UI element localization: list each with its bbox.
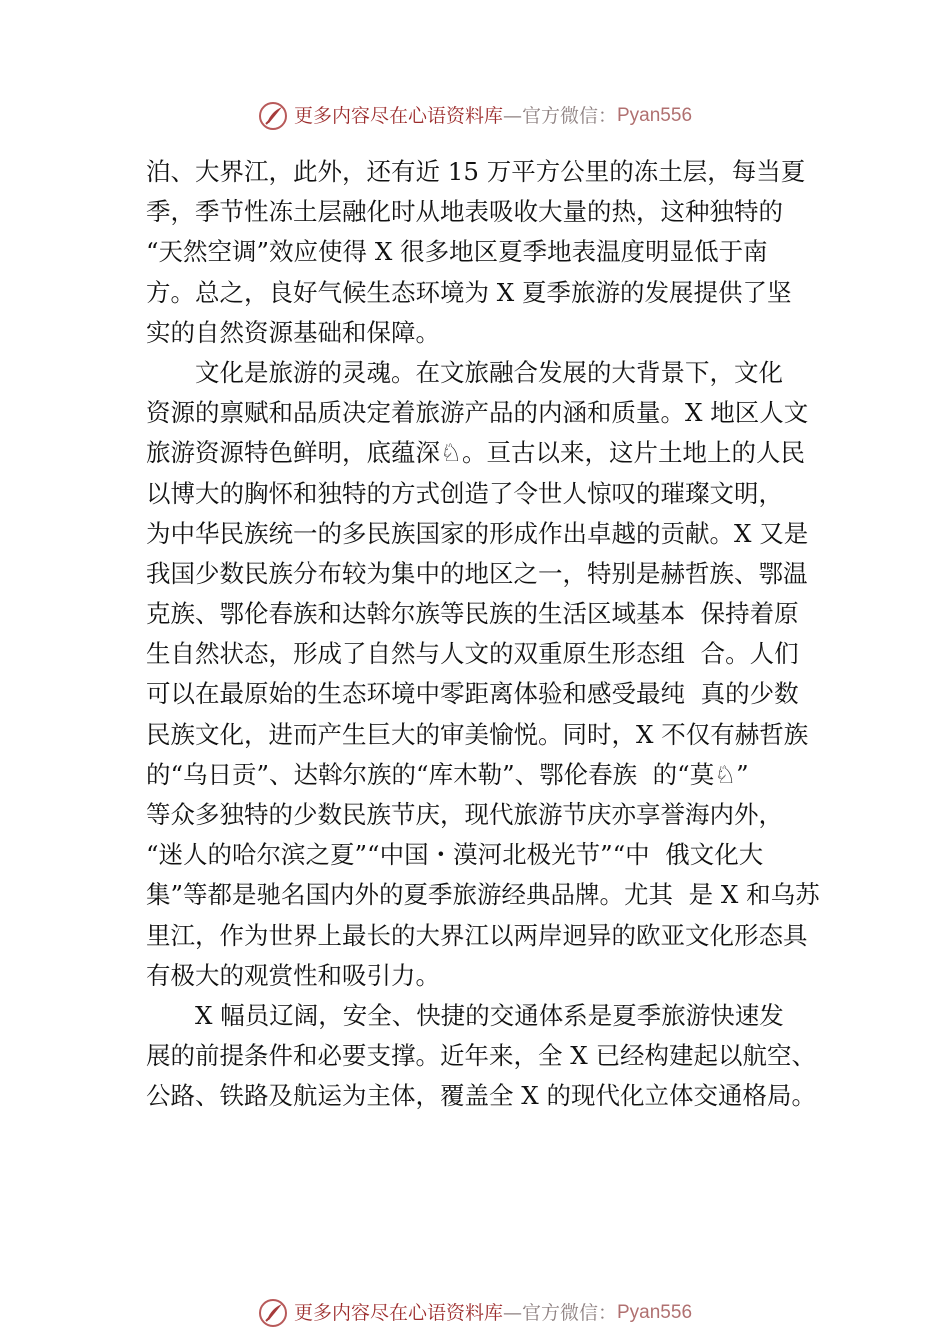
text-line: “迷人的哈尔滨之夏”“中国・漠河北极光节”“中 俄文化大 xyxy=(146,840,764,870)
text-line: 我国少数民族分布较为集中的地区之一，特别是赫哲族、鄂温 xyxy=(146,558,808,588)
text-line: 方。总之，良好气候生态环境为 X 夏季旅游的发展提供了坚 xyxy=(146,277,792,307)
footer-wechat-label: 官方微信： xyxy=(521,1302,617,1324)
text-line: 生自然状态，形成了自然与人文的双重原生形态组 合。人们 xyxy=(146,639,799,669)
text-line: 民族文化，进而产生巨大的审美愉悦。同时，X 不仅有赫哲族 xyxy=(146,719,809,749)
header-brand-text: 更多内容尽在心语资料库 xyxy=(293,105,503,127)
text-line: 实的自然资源基础和保障。 xyxy=(146,317,440,347)
footer-dash: — xyxy=(502,1302,522,1324)
text-line: 公路、铁路及航运为主体，覆盖全 X 的现代化立体交通格局。 xyxy=(146,1081,817,1111)
footer-brand-text: 更多内容尽在心语资料库 xyxy=(293,1302,503,1324)
quill-logo-icon xyxy=(258,101,288,131)
paragraph-start-line: X 幅员辽阔，安全、快捷的交通体系是夏季旅游快速发 xyxy=(195,1000,784,1030)
text-line: 可以在最原始的生态环境中零距离体验和感受最纯 真的少数 xyxy=(146,679,799,709)
text-line: 里江，作为世界上最长的大界江以两岸迥异的欧亚文化形态具 xyxy=(146,920,808,950)
header-wechat-label: 官方微信： xyxy=(521,105,617,127)
text-line: 有极大的观赏性和吸引力。 xyxy=(146,960,440,990)
text-line: 等众多独特的少数民族节庆，现代旅游节庆亦享誉海内外， xyxy=(146,800,783,829)
header-dash: — xyxy=(502,105,522,127)
text-line: 资源的禀赋和品质决定着旅游产品的内涵和质量。X 地区人文 xyxy=(146,398,809,428)
document-body xyxy=(146,152,836,1117)
footer-wechat-id: Pyan556 xyxy=(617,1302,693,1323)
text-line: 克族、鄂伦春族和达斡尔族等民族的生活区域基本 保持着原 xyxy=(146,599,799,629)
quill-logo-icon xyxy=(258,1298,288,1328)
header-watermark xyxy=(0,101,950,131)
text-line: 泊、大界江，此外，还有近 15 万平方公里的冻土层，每当夏 xyxy=(146,157,806,186)
text-line: 季，季节性冻土层融化时从地表吸收大量的热，这种独特的 xyxy=(146,197,783,227)
text-line: “天然空调”效应使得 X 很多地区夏季地表温度明显低于南 xyxy=(146,237,768,267)
paragraph-start-line: 文化是旅游的灵魂。在文旅融合发展的大背景下，文化 xyxy=(195,357,783,387)
text-line: 集”等都是驰名国内外的夏季旅游经典品牌。尤其 是 X 和乌苏 xyxy=(146,880,820,910)
header-wechat-id: Pyan556 xyxy=(617,105,693,126)
text-line: 的“乌日贡”、达斡尔族的“库木勒”、鄂伦春族 的“莫♘” xyxy=(146,759,749,789)
footer-watermark xyxy=(0,1298,950,1328)
text-line: 展的前提条件和必要支撑。近年来，全 X 已经构建起以航空、 xyxy=(146,1041,817,1071)
text-line: 以博大的胸怀和独特的方式创造了令世人惊叹的璀璨文明， xyxy=(146,478,783,508)
text-line: 为中华民族统一的多民族国家的形成作出卓越的贡献。X 又是 xyxy=(146,518,809,548)
text-line: 旅游资源特色鲜明，底蕴深♘。亘古以来，这片土地上的人民 xyxy=(146,438,805,468)
